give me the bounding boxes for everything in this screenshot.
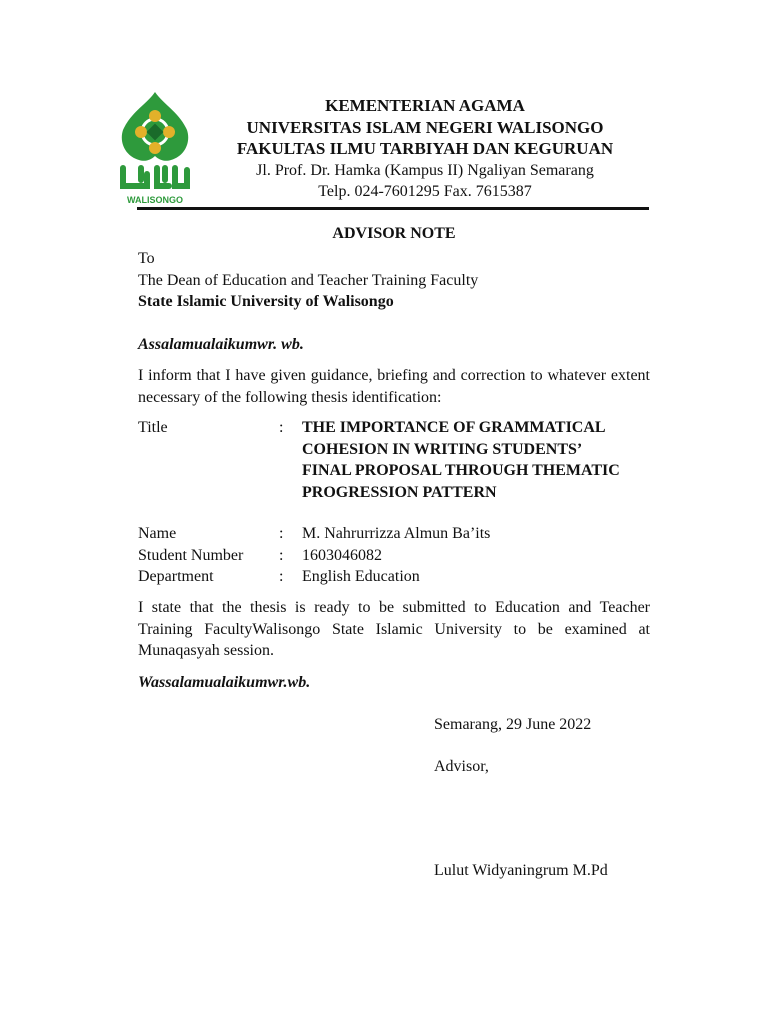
recipient-line-2: State Islamic University of Walisongo xyxy=(138,293,394,310)
ministry-name: KEMENTERIAN AGAMA xyxy=(325,96,525,115)
thesis-title-row xyxy=(138,417,650,527)
document-title: ADVISOR NOTE xyxy=(332,225,456,242)
recipient-line-1: The Dean of Education and Teacher Training Faculty xyxy=(138,272,479,289)
student-number-colon: : xyxy=(279,547,284,564)
place-date: Semarang, 29 June 2022 xyxy=(434,716,592,733)
logo-text: WALISONGO xyxy=(127,195,183,205)
phone-fax: Telp. 024-7601295 Fax. 7615387 xyxy=(318,183,532,200)
advisor-name: Lulut Widyaningrum M.Pd xyxy=(434,862,608,879)
title-value: THE IMPORTANCE OF GRAMMATICAL COHESION IN WRITING STUDENTS’ FINAL PROPOSAL THROUGH THEMATIC PROGRESSION PATTERN xyxy=(302,419,620,501)
title-label: Title xyxy=(138,419,168,436)
title-colon: : xyxy=(279,419,284,436)
department-colon: : xyxy=(279,568,284,585)
closing-greeting: Wassalamualaikumwr.wb. xyxy=(138,674,311,691)
uin-walisongo-logo xyxy=(117,90,193,208)
department-value: English Education xyxy=(302,568,420,585)
department-label: Department xyxy=(138,568,214,585)
letterhead xyxy=(200,95,650,203)
address: Jl. Prof. Dr. Hamka (Kampus II) Ngaliyan Semarang xyxy=(256,161,594,179)
greeting: Assalamualaikumwr. wb. xyxy=(138,336,304,353)
advisor-role: Advisor, xyxy=(434,758,489,775)
name-colon: : xyxy=(279,525,284,542)
faculty-name: FAKULTAS ILMU TARBIYAH DAN KEGURUAN xyxy=(236,139,614,158)
recipient-to: To xyxy=(138,250,155,267)
student-number-label: Student Number xyxy=(138,547,244,564)
intro-paragraph: I inform that I have given guidance, briefing and correction to whatever extent necessary of the following thesis identification: xyxy=(138,367,650,406)
name-value: M. Nahrurrizza Almun Ba’its xyxy=(302,525,491,542)
statement-paragraph: I state that the thesis is ready to be submitted to Education and Teacher Training FacultyWalisongo State Islamic University to be examined at Munaqasyah session. xyxy=(138,599,650,659)
name-label: Name xyxy=(138,525,177,542)
letterhead-divider xyxy=(137,207,649,210)
university-name: UNIVERSITAS ISLAM NEGERI WALISONGO xyxy=(246,117,604,137)
student-number-value: 1603046082 xyxy=(302,547,382,564)
